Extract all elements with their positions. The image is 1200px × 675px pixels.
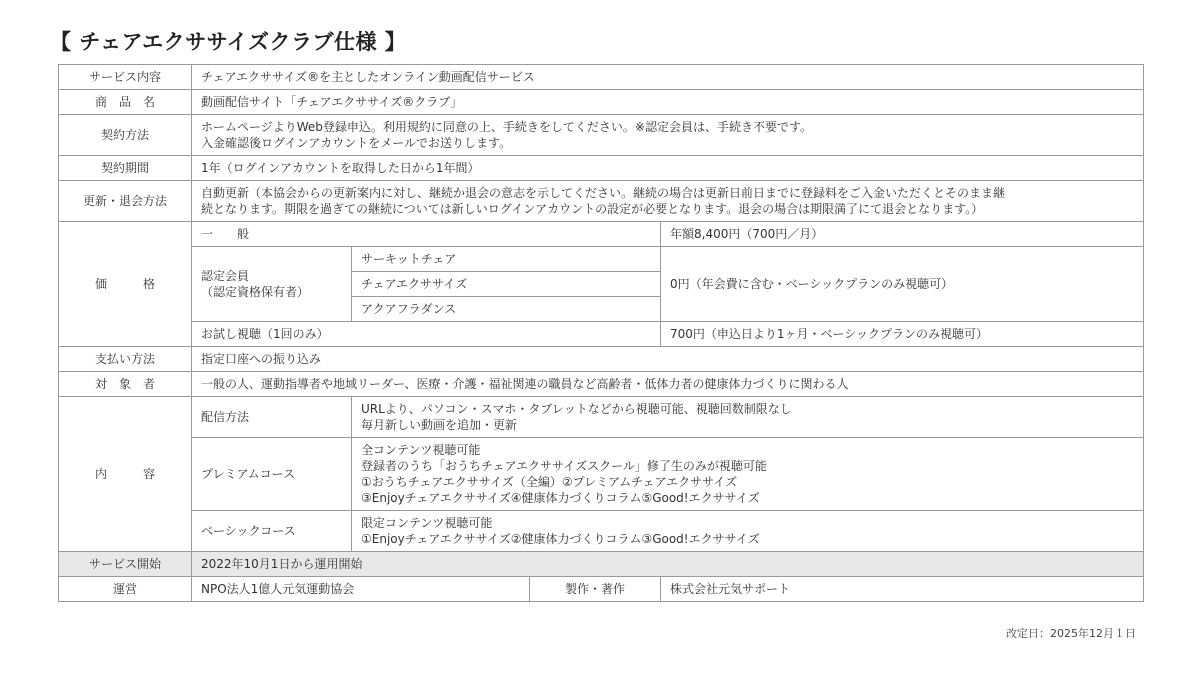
row-content-basic <box>59 511 1144 552</box>
certified-item: チェアエクササイズ <box>352 272 661 297</box>
value-payment: 指定口座への振り込み <box>192 347 1144 372</box>
value-start: 2022年10月1日から運用開始 <box>192 552 1144 577</box>
content-delivery-value <box>352 397 1144 438</box>
content-premium-label: プレミアムコース <box>192 438 352 511</box>
price-certified-value: 0円（年会費に含む・ベーシックプランのみ視聴可） <box>661 247 1144 322</box>
row-payment <box>59 347 1144 372</box>
revision-date: 改定日：2025年12月１日 <box>1006 627 1136 640</box>
value-product: 動画配信サイト「チェアエクササイズ®クラブ」 <box>192 90 1144 115</box>
contract-method-line: 入金確認後ログインアカウントをメールでお送りします。 <box>201 136 512 150</box>
value-production: 株式会社元気サポート <box>661 577 1144 602</box>
price-general-value: 年額8,400円（700円／月） <box>661 222 1144 247</box>
premium-line: ③Enjoyチェアエクササイズ④健康体力づくりコラム⑤Good!エクササイズ <box>361 491 760 505</box>
row-contract-method <box>59 115 1144 156</box>
label-production: 製作・著作 <box>530 577 661 602</box>
premium-line: ①おうちチェアエクササイズ（全編）②プレミアムチェアエクササイズ <box>361 475 738 489</box>
row-operation <box>59 577 1144 602</box>
value-renewal <box>192 181 1144 222</box>
renewal-line: 続となります。期限を過ぎての継続については新しいログインアカウントの設定が必要となります。退会の場合は期限満了にて退会となります。） <box>201 202 984 216</box>
row-contract-period <box>59 156 1144 181</box>
certified-label-line: （認定資格保有者） <box>201 285 310 299</box>
price-certified-label <box>192 247 352 322</box>
certified-item: アクアフラダンス <box>352 297 661 322</box>
row-content-delivery <box>59 397 1144 438</box>
certified-item: サーキットチェア <box>352 247 661 272</box>
content-delivery-label: 配信方法 <box>192 397 352 438</box>
row-renewal <box>59 181 1144 222</box>
row-start <box>59 552 1144 577</box>
value-contract-method <box>192 115 1144 156</box>
delivery-line: 毎月新しい動画を追加・更新 <box>361 418 518 432</box>
row-content-premium <box>59 438 1144 511</box>
premium-line: 登録者のうち「おうちチェアエクササイズスクール」修了生のみが視聴可能 <box>361 459 767 473</box>
label-product: 商 品 名 <box>59 90 192 115</box>
label-target: 対 象 者 <box>59 372 192 397</box>
label-price: 価 格 <box>59 222 192 347</box>
row-price-trial <box>59 322 1144 347</box>
content-basic-label: ベーシックコース <box>192 511 352 552</box>
basic-line: 限定コンテンツ視聴可能 <box>361 516 493 530</box>
row-target <box>59 372 1144 397</box>
contract-method-line: ホームページよりWeb登録申込。利用規約に同意の上、手続きをしてください。※認定会員は、手続き不要です。 <box>201 120 813 134</box>
label-payment: 支払い方法 <box>59 347 192 372</box>
page-title: 【 チェアエクササイズクラブ仕様 】 <box>50 30 407 54</box>
label-operation: 運営 <box>59 577 192 602</box>
label-contract-period: 契約期間 <box>59 156 192 181</box>
label-service: サービス内容 <box>59 65 192 90</box>
basic-line: ①Enjoyチェアエクササイズ②健康体力づくりコラム③Good!エクササイズ <box>361 532 760 546</box>
certified-label-line: 認定会員 <box>201 269 250 283</box>
row-service <box>59 65 1144 90</box>
price-trial-label: お試し視聴（1回のみ） <box>192 322 661 347</box>
row-price-certified <box>59 247 1144 272</box>
value-contract-period: 1年（ログインアカウントを取得した日から1年間） <box>192 156 1144 181</box>
row-price-general <box>59 222 1144 247</box>
price-trial-value: 700円（申込日より1ヶ月・ベーシックプランのみ視聴可） <box>661 322 1144 347</box>
value-operation: NPO法人1億人元気運動協会 <box>192 577 530 602</box>
renewal-line: 自動更新（本協会からの更新案内に対し、継続か退会の意志を示してください。継続の場合は更新日前日までに登録料をご入金いただくとそのまま継 <box>201 186 1006 200</box>
premium-line: 全コンテンツ視聴可能 <box>361 443 481 457</box>
spec-table <box>58 64 1144 602</box>
value-service: チェアエクササイズ®を主としたオンライン動画配信サービス <box>192 65 1144 90</box>
delivery-line: URLより、パソコン・スマホ・タブレットなどから視聴可能、視聴回数制限なし <box>361 402 792 416</box>
price-general-label: 一 般 <box>192 222 661 247</box>
row-product <box>59 90 1144 115</box>
value-target: 一般の人、運動指導者や地域リーダー、医療・介護・福祉関連の職員など高齢者・低体力者の健康体力づくりに関わる人 <box>192 372 1144 397</box>
content-premium-value <box>352 438 1144 511</box>
label-start: サービス開始 <box>59 552 192 577</box>
label-content: 内 容 <box>59 397 192 552</box>
label-contract-method: 契約方法 <box>59 115 192 156</box>
label-renewal: 更新・退会方法 <box>59 181 192 222</box>
content-basic-value <box>352 511 1144 552</box>
